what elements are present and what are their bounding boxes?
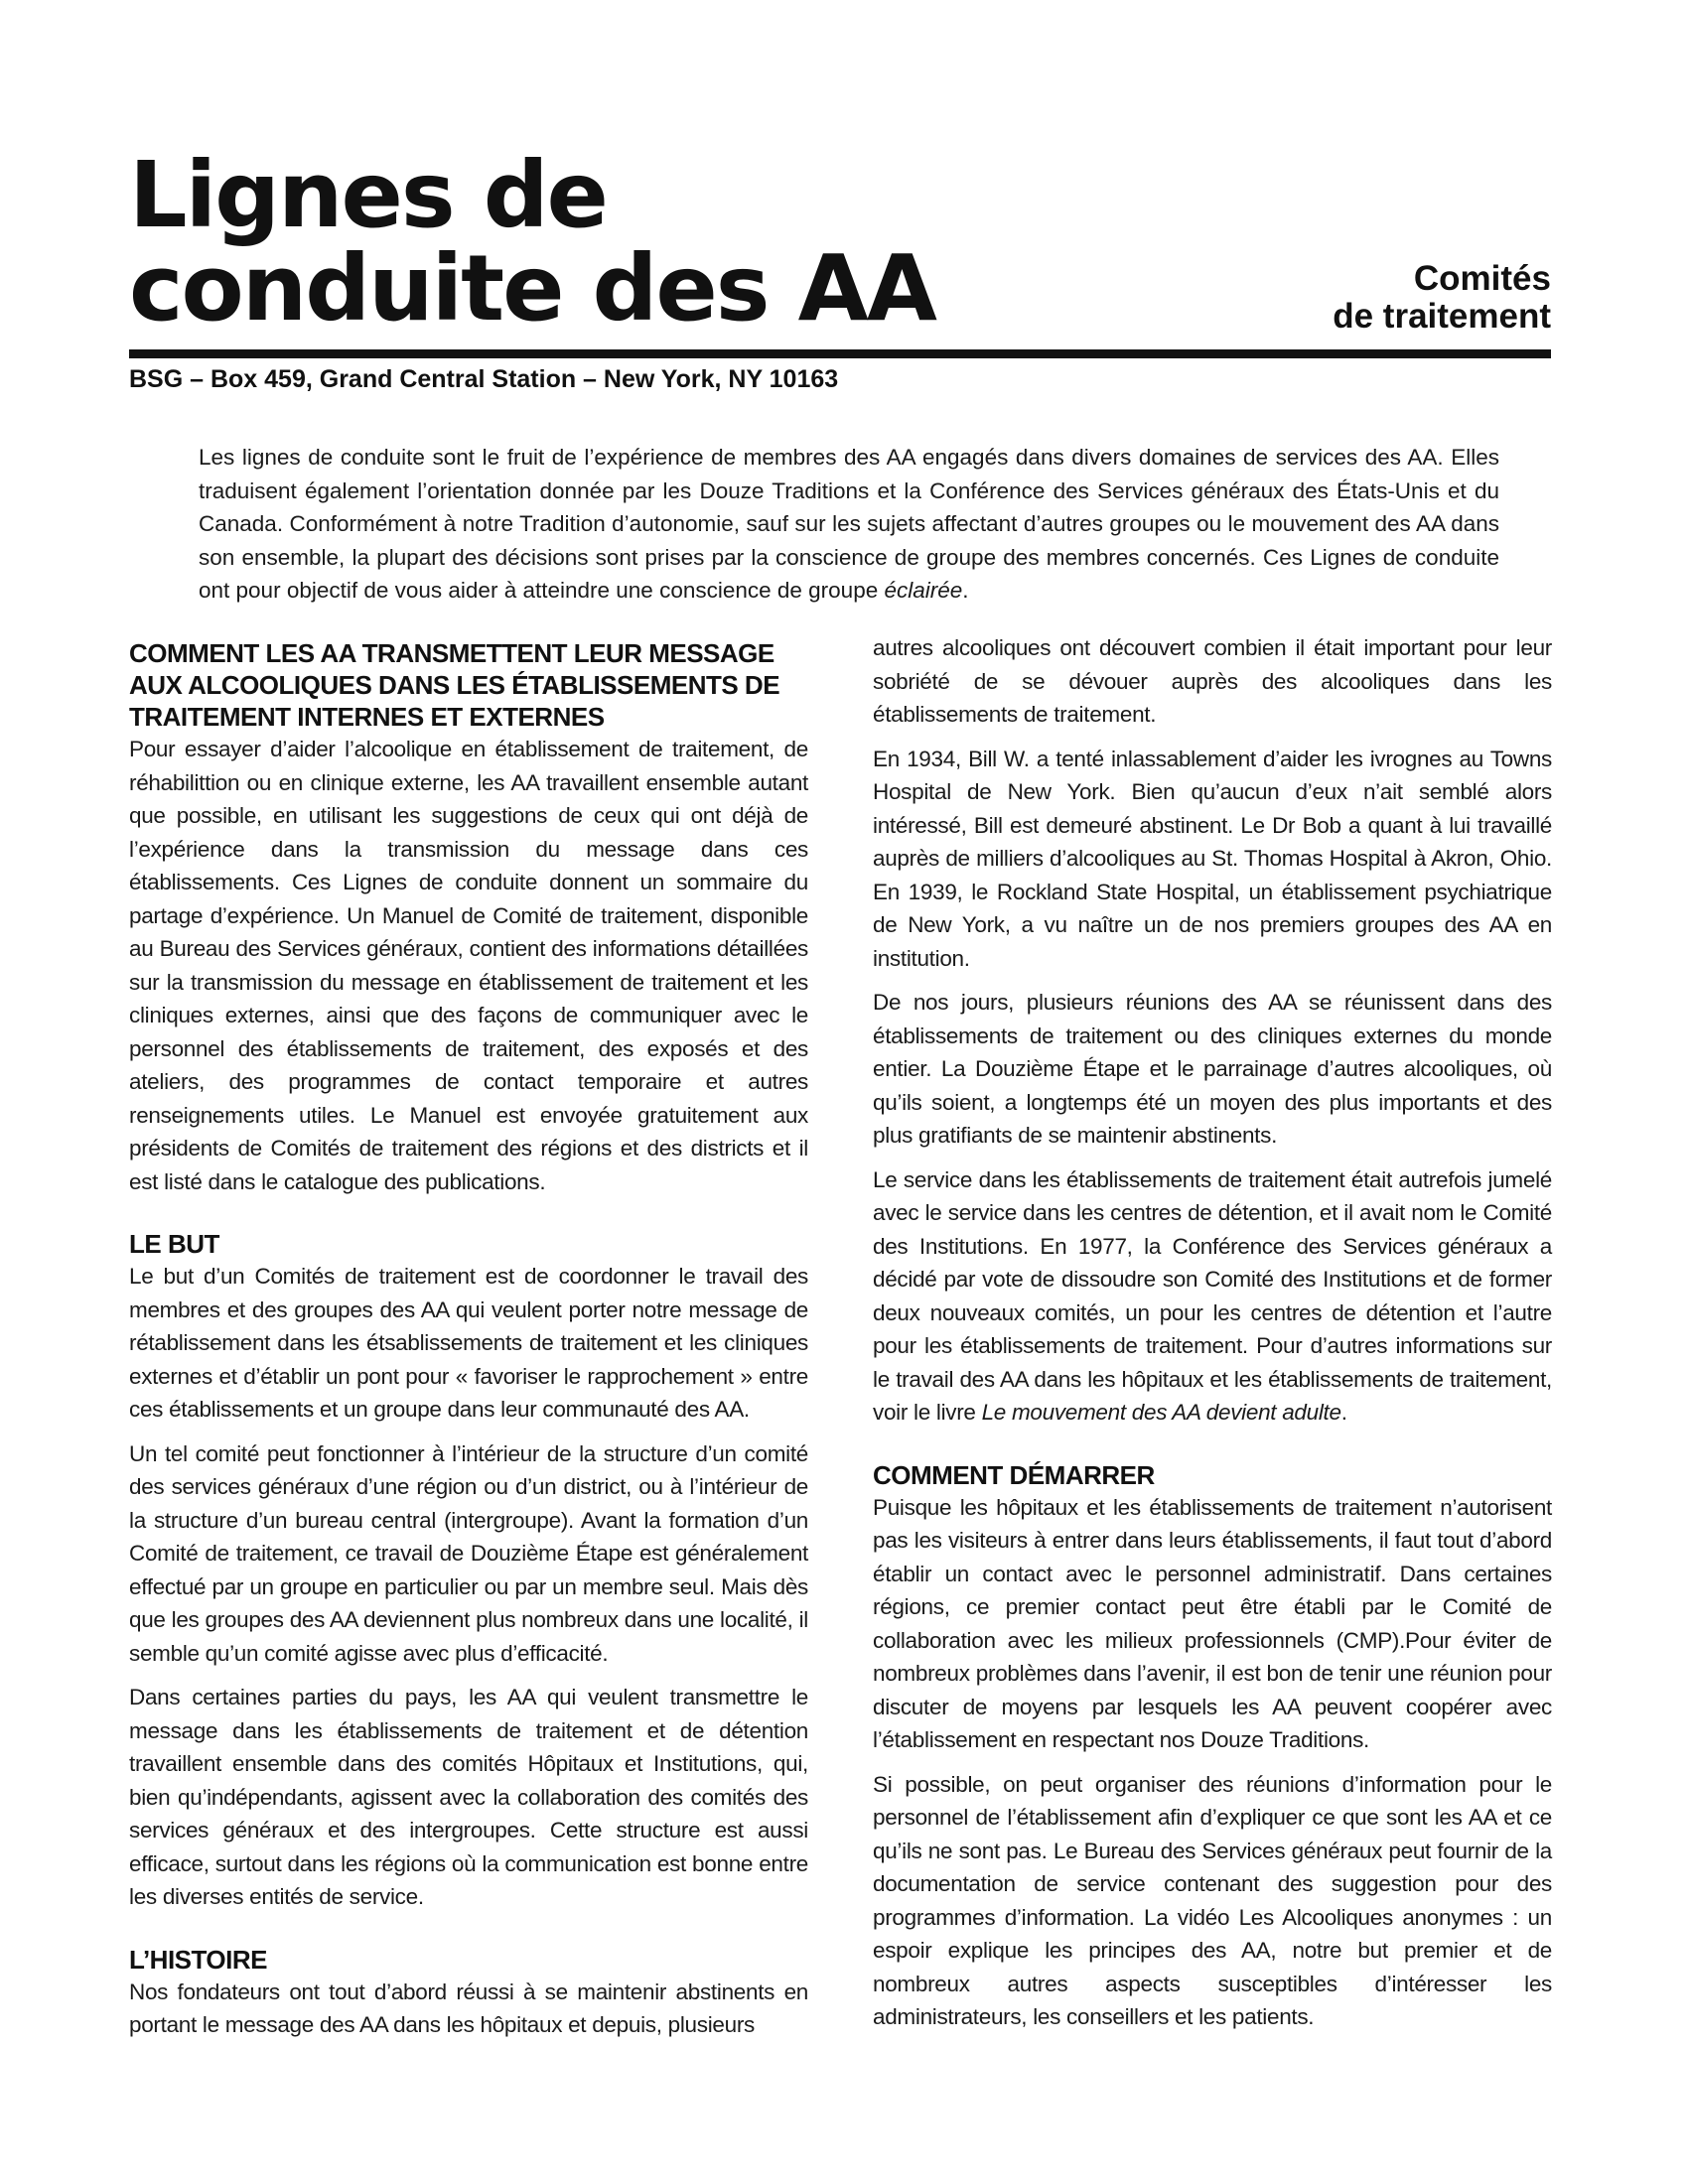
left-column	[129, 637, 808, 2053]
intro-text: Les lignes de conduite sont le fruit de l’expérience de membres des AA engagés dans divers domaines de services des AA. Elles traduisent également l’orientation donnée par les Douze Traditions et la Conférence des Services généraux des États-Unis et du Canada. Conformément à notre Tradition d’autonomie, sauf sur les sujets affectant d’autres groupes ou le mouvement des AA dans son ensemble, la plupart des décisions sont prises par la conscience de groupe des membres concernés. Ces Lignes de conduite ont pour objectif de vous aider à atteindre une conscience de groupe	[199, 445, 1499, 603]
title-line-2: conduite des AA	[129, 235, 935, 341]
paragraph-end: .	[1340, 1400, 1347, 1425]
paragraph: Pour essayer d’aider l’alcoolique en établissement de traitement, de réhabilittion ou en clinique externe, les AA travaillent ensemble autant que possible, en utilisant les suggestions de ceux qui ont déjà de l’expérience dans la transmission du message dans ces établissements. Ces Lignes de conduite donnent un sommaire du partage d’expérience. Un Manuel de Comité de traitement, disponible au Bureau des Services généraux, contient des informations détaillées sur la transmission du message en établissement de traitement et les cliniques externes, ainsi que des façons de communiquer avec le personnel des établissements de traitement, des exposés et des ateliers, des programmes de contact temporaire et autres renseignements utiles. Le Manuel est envoyée gratuitement aux présidents de Comités de traitement des régions et des districts et il est listé dans le catalogue des publications.	[129, 737, 808, 1194]
right-column	[873, 631, 1552, 2045]
intro-paragraph	[199, 441, 1499, 608]
intro-end: .	[962, 578, 969, 603]
document-subtitle	[1333, 260, 1551, 336]
paragraph: Un tel comité peut fonctionner à l’intérieur de la structure d’un comité des services généraux d’une région ou d’un district, ou à l’intérieur de la structure d’un bureau central (intergroupe). Avant la formation d’un Comité de traitement, ce travail de Douzième Étape est généralement effectué par un groupe en particulier ou par un membre seul. Mais dès que les groupes des AA deviennent plus nombreux dans une localité, il semble qu’un comité agisse avec plus d’efficacité.	[129, 1440, 808, 1666]
address-line: BSG – Box 459, Grand Central Station – New York, NY 10163	[129, 365, 839, 393]
paragraph: Si possible, on peut organiser des réunions d’information pour le personnel de l’établissement afin d’expliquer ce que sont les AA et ce qu’ils ne sont pas. Le Bureau des Services généraux peut fournir de la documentation de service contenant des suggestion pour des programmes d’information. La vidéo Les Alcooliques anonymes : un espoir explique les principes des AA, notre but premier et de nombreux autres aspects susceptibles d’intéresser les administrateurs, les conseillers et les patients.	[873, 1771, 1552, 2029]
section-heading-comment	[129, 637, 808, 733]
paragraph-text: Le service dans les établissements de traitement était autrefois jumelé avec le service dans les centres de détention, et il avait nom le Comité des Institutions. En 1977, la Conférence des Services généraux a décidé par vote de dissoudre son Comité des Institutions et de former deux nouveaux comités, un pour les centres de détention et l’autre pour les établissements de traitement. Pour d’autres informations sur le travail des AA dans les hôpitaux et les établissements de traitement, voir le livre	[873, 1166, 1552, 1425]
section-heading-histoire: L’HISTOIRE	[129, 1944, 267, 1975]
book-title: Le mouvement des AA devient adulte	[981, 1400, 1341, 1425]
intro-emphasis: éclairée	[884, 578, 963, 603]
heading-line: AUX ALCOOLIQUES DANS LES ÉTABLISSEMENTS DE	[129, 670, 780, 700]
paragraph: Le but d’un Comités de traitement est de coordonner le travail des membres et des groupes des AA qui veulent porter notre message de rétablissement dans les étsablissements de traitement et les cliniques externes et d’établir un pont pour « favoriser le rapprochement » entre ces établissements et un groupe dans leur communauté des AA.	[129, 1264, 808, 1422]
paragraph: Puisque les hôpitaux et les établissements de traitement n’autorisent pas les visiteurs à entrer dans leurs établissements, il faut tout d’abord établir un contact avec le personnel administratif. Dans certaines régions, ce premier contact peut être établi par le Comité de collaboration avec les milieux professionnels (CMP).Pour éviter de nombreux problèmes dans l’avenir, il est bon de tenir une réunion pour discuter de moyens par lesquels les AA peuvent coopérer avec l’établissement en respectant nos Douze Traditions.	[873, 1494, 1552, 1752]
subtitle-line-1: Comités	[1413, 259, 1551, 298]
document-title	[129, 142, 935, 341]
paragraph: En 1934, Bill W. a tenté inlassablement d’aider les ivrognes au Towns Hospital de New York. Bien qu’aucun d’eux n’ait semblé alors intéressé, Bill est demeuré abstinent. Le Dr Bob a quant à lui travaillé auprès de milliers d’alcooliques au St. Thomas Hospital à Akron, Ohio. En 1939, le Rockland State Hospital, un établissement psychiatrique de New York, a vu naître un de nos premiers groupes des AA en institution.	[873, 746, 1552, 971]
section-heading-demarrer: COMMENT DÉMARRER	[873, 1459, 1155, 1490]
heading-line: TRAITEMENT INTERNES ET EXTERNES	[129, 702, 605, 732]
paragraph: autres alcooliques ont découvert combien il était important pour leur sobriété de se dévouer auprès des alcooliques dans les établissements de traitement.	[873, 635, 1552, 727]
paragraph: Dans certaines parties du pays, les AA qui veulent transmettre le message dans les établissements de traitement et de détention travaillent ensemble dans des comités Hôpitaux et Institutions, qui, bien qu’indépendants, agissent avec la collaboration des comités des services généraux et des intergroupes. Cette structure est aussi efficace, surtout dans les régions où la communication est bonne entre les diverses entités de service.	[129, 1685, 808, 1909]
paragraph: Nos fondateurs ont tout d’abord réussi à se maintenir abstinents en portant le message des AA dans les hôpitaux et depuis, plusieurs	[129, 1979, 808, 2037]
paragraph: De nos jours, plusieurs réunions des AA se réunissent dans des établissements de traitement ou des cliniques externes du monde entier. La Douzième Étape et le parrainage d’autres alcooliques, où qu’ils soient, a longtemps été un moyen des plus importants et des plus gratifiants de se maintenir abstinents.	[873, 990, 1552, 1148]
heading-line: COMMENT LES AA TRANSMETTENT LEUR MESSAGE	[129, 638, 774, 668]
header-rule	[129, 349, 1551, 358]
section-heading-but: LE BUT	[129, 1229, 219, 1259]
paragraph	[873, 1163, 1552, 1430]
title-line-1: Lignes de	[129, 142, 607, 248]
subtitle-line-2: de traitement	[1333, 297, 1551, 336]
